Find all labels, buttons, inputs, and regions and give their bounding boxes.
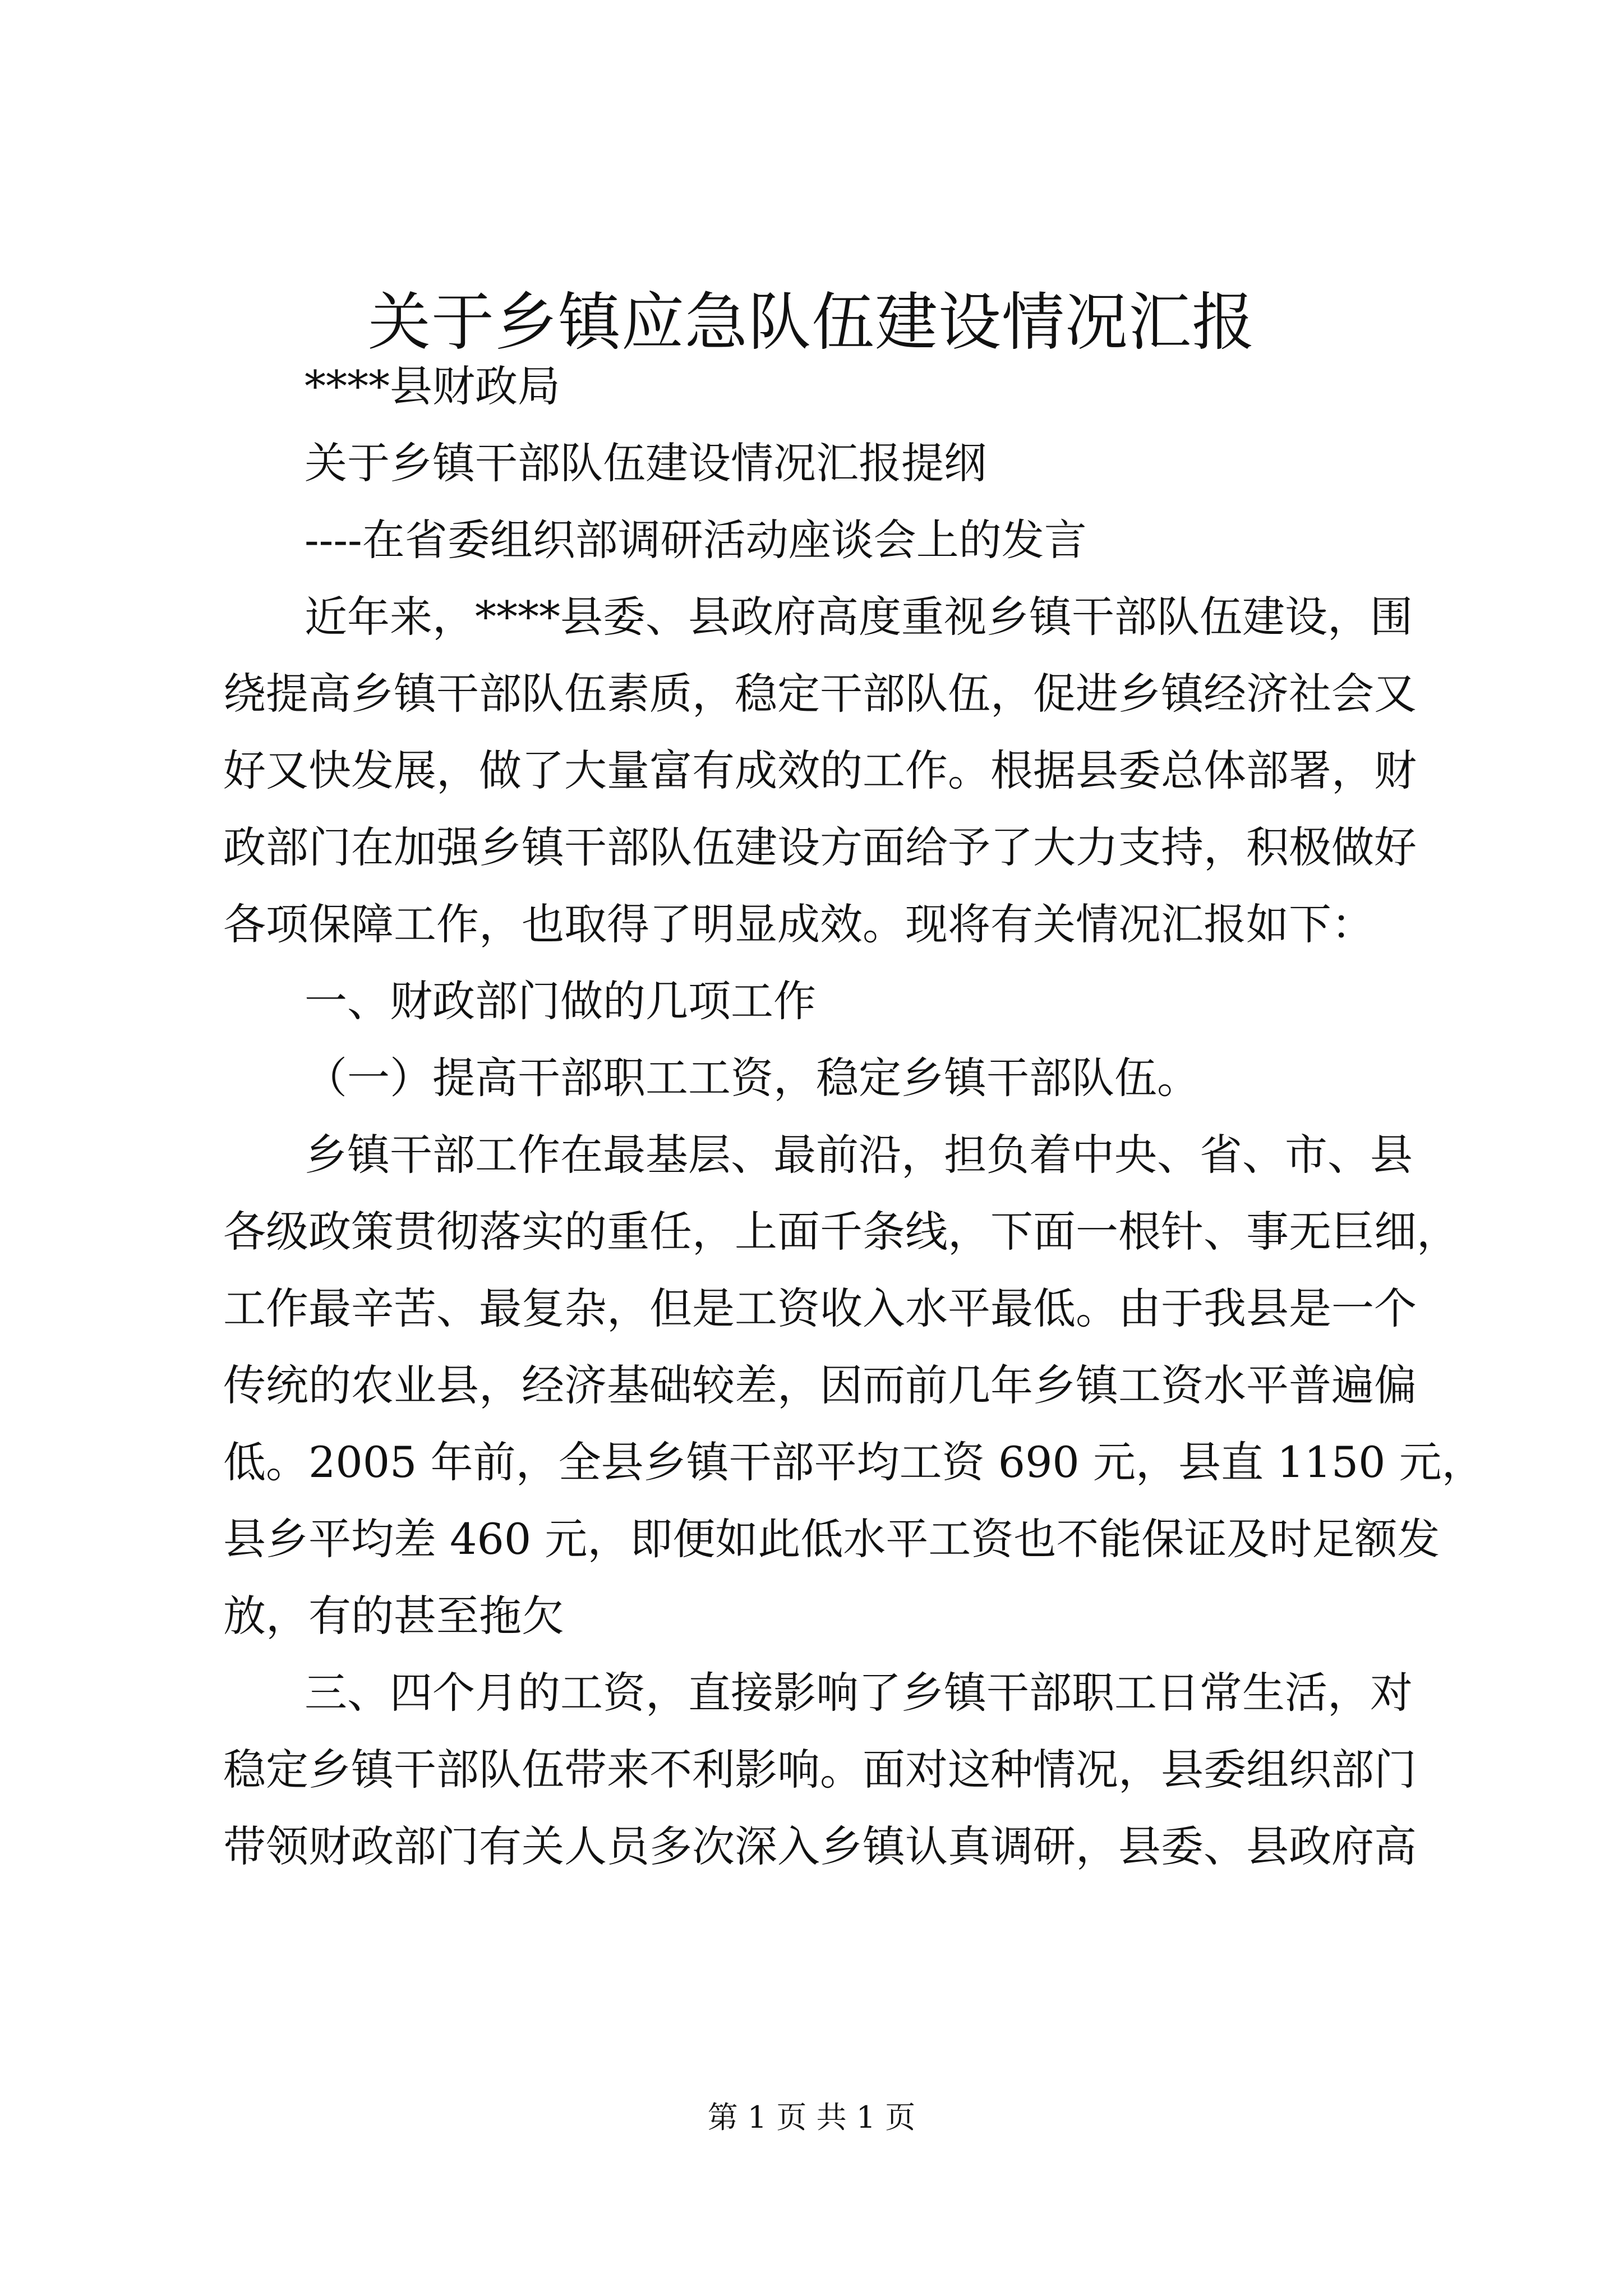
body-line: 传统的农业县，经济基础较差，因而前几年乡镇工资水平普遍偏 xyxy=(223,1360,1417,1410)
body-line: 放，有的甚至拖欠 xyxy=(223,1591,564,1641)
document-body xyxy=(223,348,1484,1885)
page-footer: 第 1 页 共 1 页 xyxy=(707,2100,916,2135)
body-line: 一、财政部门做的几项工作 xyxy=(305,976,816,1026)
document-title: 关于乡镇应急队伍建设情况汇报 xyxy=(368,286,1255,359)
body-line: 好又快发展，做了大量富有成效的工作。根据县委总体部署，财 xyxy=(223,746,1417,795)
body-line: 关于乡镇干部队伍建设情况汇报提纲 xyxy=(305,438,986,488)
body-line: 各项保障工作，也取得了明显成效。现将有关情况汇报如下： xyxy=(223,899,1374,949)
body-line: 近年来，****县委、县政府高度重视乡镇干部队伍建设，围 xyxy=(305,592,1413,642)
body-line: 绕提高乡镇干部队伍素质，稳定干部队伍，促进乡镇经济社会又 xyxy=(223,669,1417,719)
body-line: 乡镇干部工作在最基层、最前沿，担负着中央、省、市、县 xyxy=(305,1130,1413,1180)
body-line: 稳定乡镇干部队伍带来不利影响。面对这种情况，县委组织部门 xyxy=(223,1745,1417,1795)
body-line: 三、四个月的工资，直接影响了乡镇干部职工日常生活，对 xyxy=(305,1668,1413,1718)
body-line: ****县财政局 xyxy=(305,361,560,411)
body-line: 政部门在加强乡镇干部队伍建设方面给予了大力支持，积极做好 xyxy=(223,822,1417,872)
body-line: 带领财政部门有关人员多次深入乡镇认真调研，县委、县政府高 xyxy=(223,1821,1417,1871)
body-line: 工作最辛苦、最复杂，但是工资收入水平最低。由于我县是一个 xyxy=(223,1283,1417,1333)
body-line: 低。2005 年前，全县乡镇干部平均工资 690 元，县直 1150 元， xyxy=(223,1437,1484,1487)
body-line: 各级政策贯彻落实的重任，上面千条线，下面一根针、事无巨细， xyxy=(223,1207,1459,1257)
body-line: 县乡平均差 460 元，即便如此低水平工资也不能保证及时足额发 xyxy=(223,1514,1440,1564)
body-line: （一）提高干部职工工资，稳定乡镇干部队伍。 xyxy=(305,1053,1200,1103)
body-line: ----在省委组织部调研活动座谈会上的发言 xyxy=(305,515,1087,565)
